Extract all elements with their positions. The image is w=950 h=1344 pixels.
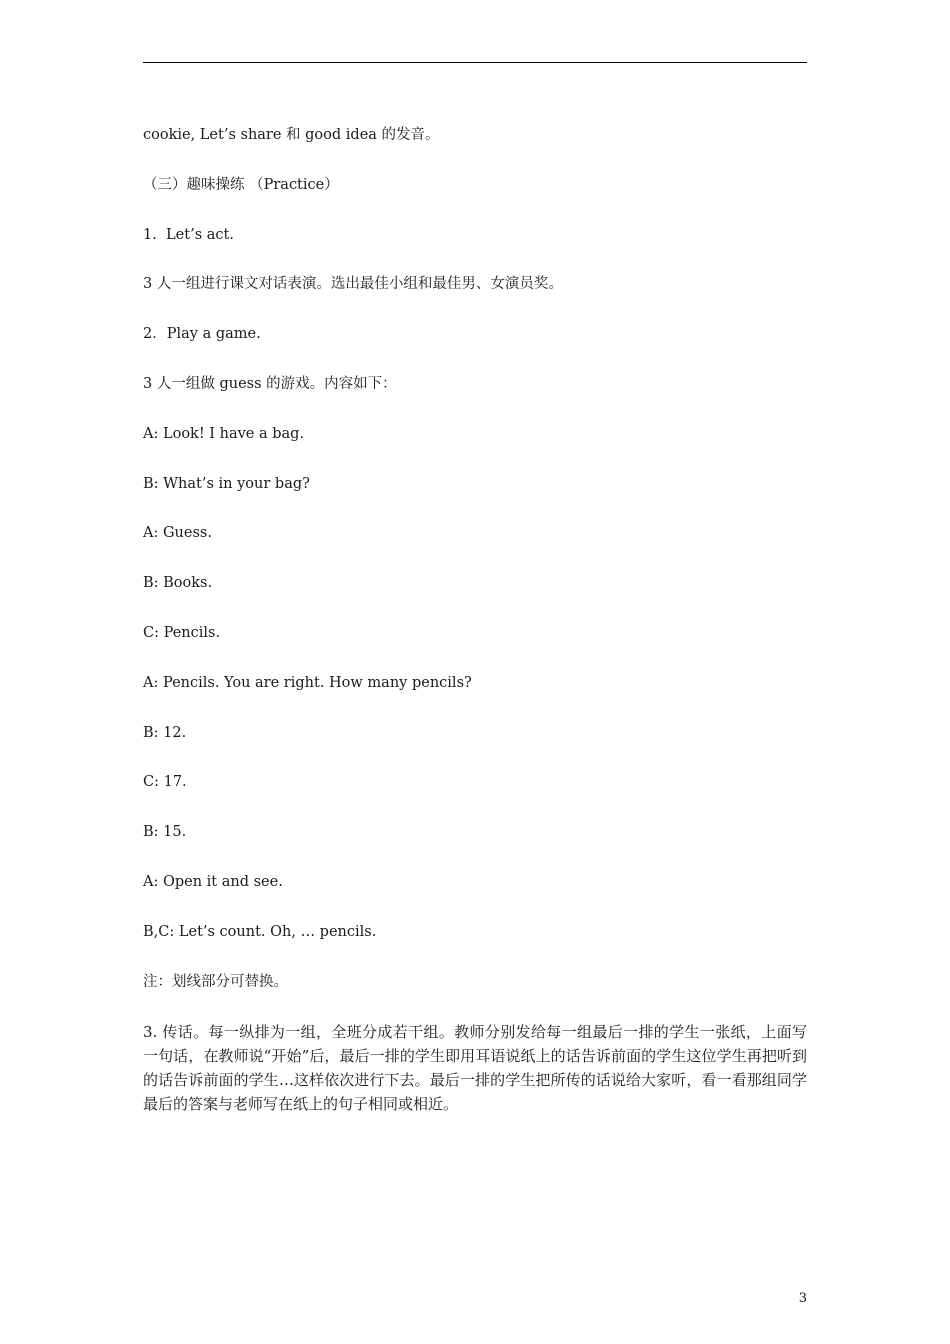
dialogue-line: B: Books.: [143, 575, 213, 592]
dialogue-line: B,C: Let’s count. Oh, … pencils.: [143, 923, 377, 940]
text-line: 3 人一组做 guess 的游戏。内容如下：: [143, 375, 397, 392]
page-number: 3: [798, 1291, 807, 1306]
dialogue-line: A: Open it and see.: [143, 873, 283, 890]
document-body: [143, 124, 807, 1131]
text-line: cookie, Let’s share 和 good idea 的发音。: [143, 127, 440, 143]
note-line: 注：划线部分可替换。: [143, 973, 288, 990]
dialogue-line: A: Look! I have a bag.: [143, 425, 305, 442]
section-heading: （三）趣味操练 （Practice）: [143, 176, 339, 193]
dialogue-line: B: 12.: [143, 724, 187, 741]
list-item-heading: 2．Play a game.: [143, 326, 261, 343]
header-rule: [143, 62, 807, 63]
activity-paragraph: 3. 传话。每一纵排为一组，全班分成若干组。教师分别发给每一组最后一排的学生一张纸，上面写一句话，在教师说“开始”后，最后一排的学生即用耳语说纸上的话告诉前面的学生这位学生再把听到的话告诉前面的学生…这样依次进行下去。最后一排的学生把所传的话说给大家听，看一看那组同学最后的答案与老师写在纸上的句子相同或相近。: [143, 1023, 807, 1114]
dialogue-line: B: What’s in your bag?: [143, 475, 310, 492]
dialogue-line: A: Pencils. You are right. How many pencils?: [143, 674, 472, 691]
text-line: 3 人一组进行课文对话表演。选出最佳小组和最佳男、女演员奖。: [143, 276, 563, 293]
dialogue-line: B: 15.: [143, 824, 187, 841]
list-item-heading: 1. Let’s act.: [143, 226, 234, 243]
dialogue-line: A: Guess.: [143, 525, 212, 542]
dialogue-line: C: Pencils.: [143, 624, 221, 641]
dialogue-line: C: 17.: [143, 774, 187, 791]
